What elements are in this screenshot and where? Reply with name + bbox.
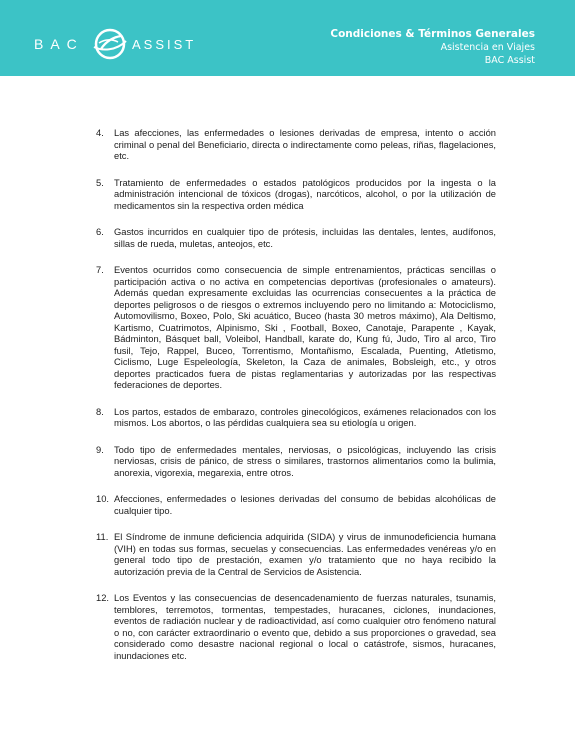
document-subtitle: Asistencia en Viajes (440, 42, 535, 53)
item-number: 6. (96, 227, 104, 237)
bac-assist-logo (30, 26, 200, 62)
brand-name: BAC Assist (484, 55, 535, 66)
item-number: 9. (96, 444, 104, 455)
item-text: Eventos ocurridos como consecuencia de simple entrenamientos, prácticas sencillas o participación activa o no activa en competencias deportivas (profesionales o amateurs). Además quedan expresamente excluidas las ocurrencias consecuentes a la práctica de deportes peligrosos o de riesgos o extremos incluyendo pero no limitando a: Motociclismo, Automovilismo, Boxeo, Polo, Ski acuático, Buceo (hasta 30 metros máximo), Ala Deltismo, Kartismo, Cuatrimotos, Alpinismo, Ski , Football, Boxeo, Canotaje, Parapente , Kayak, Bádminton, Básquet ball, Voleibol, Handball, karate do, Kung fú, Judo, Tiro al arco, Tiro fusil, Tejo, Rappel, Buceo, Torrentismo, Montañismo, Escalada, Puenting, Atletismo, Ciclismo, Luge Espeleología, Skeleton, la Caza de animales, Bobsleigh, etc., y otros deportes practicados fuera de pistas reglamentarias y autorizadas por las respectivas federaciones de deportes. (114, 265, 496, 390)
item-text: Los Eventos y las consecuencias de desencadenamiento de fuerzas naturales, tsunamis, temblores, terremotos, tormentas, tempestades, huracanes, ciclones, inundaciones, eventos de radiación nuclear y de radioactividad, así como cualquier otro fenómeno natural o no, con carácter extraordinario o evento que, debido a sus proporciones o gravedad, sea considerado como desastre nacional regional o local o catástrofe, sismos, huracanes, inundaciones etc. (114, 593, 496, 661)
exclusions-list (96, 128, 496, 677)
item-number: 11. (96, 532, 109, 542)
item-text: El Síndrome de inmune deficiencia adquirida (SIDA) y virus de inmunodeficiencia humana (VIH) en todas sus formas, secuelas y consecuencias. Las enfermedades venéreas y/o en general todo tipo de prestación, examen y/o tratamiento que no haya recibido la autorización previa de la Central de Servicios de Asistencia. (114, 532, 496, 577)
list-item (96, 593, 496, 662)
item-number: 7. (96, 265, 104, 275)
item-number: 5. (96, 177, 104, 188)
header-banner (0, 0, 575, 76)
list-item (96, 265, 496, 392)
globe-icon (92, 27, 128, 61)
item-text: Las afecciones, las enfermedades o lesiones derivadas de empresa, intento o acción criminal o penal del Beneficiario, directa o indirectamente como peleas, riñas, flagelaciones, etc. (114, 128, 496, 161)
list-item (96, 445, 496, 480)
item-number: 8. (96, 406, 104, 417)
item-text: Tratamiento de enfermedades o estados patológicos producidos por la ingesta o la administración intencional de tóxicos (drogas), narcóticos, alcohol, o por la utilización de medicamentos sin la respectiva orden médica (114, 177, 496, 211)
item-number: 12. (96, 593, 109, 603)
item-number: 10. (96, 494, 109, 504)
list-item (96, 532, 496, 578)
logo-text-right: ASSIST (132, 37, 197, 52)
list-item (96, 178, 496, 213)
header-titles (330, 28, 535, 67)
list-item (96, 128, 496, 163)
list-item (96, 227, 496, 250)
item-text: Todo tipo de enfermedades mentales, nerviosas, o psicológicas, incluyendo las crisis nerviosas, crisis de pánico, de stress o similares, trastornos alimentarios como la bulimia, anorexia, vigorexia, megarexia, entre otros. (114, 444, 496, 478)
list-item (96, 407, 496, 430)
document-title: Condiciones & Términos Generales (330, 28, 535, 40)
item-text: Los partos, estados de embarazo, controles ginecológicos, exámenes relacionados con los mismos. Los abortos, o las pérdidas cualquiera sea su etiología u origen. (114, 406, 496, 428)
logo-text-left: BAC (34, 36, 84, 52)
item-text: Gastos incurridos en cualquier tipo de prótesis, incluidas las dentales, lentes, audífonos, sillas de rueda, muletas, anteojos, etc. (114, 227, 496, 249)
item-text: Afecciones, enfermedades o lesiones derivadas del consumo de bebidas alcohólicas de cualquier tipo. (114, 494, 496, 516)
list-item (96, 494, 496, 517)
item-number: 4. (96, 128, 104, 138)
